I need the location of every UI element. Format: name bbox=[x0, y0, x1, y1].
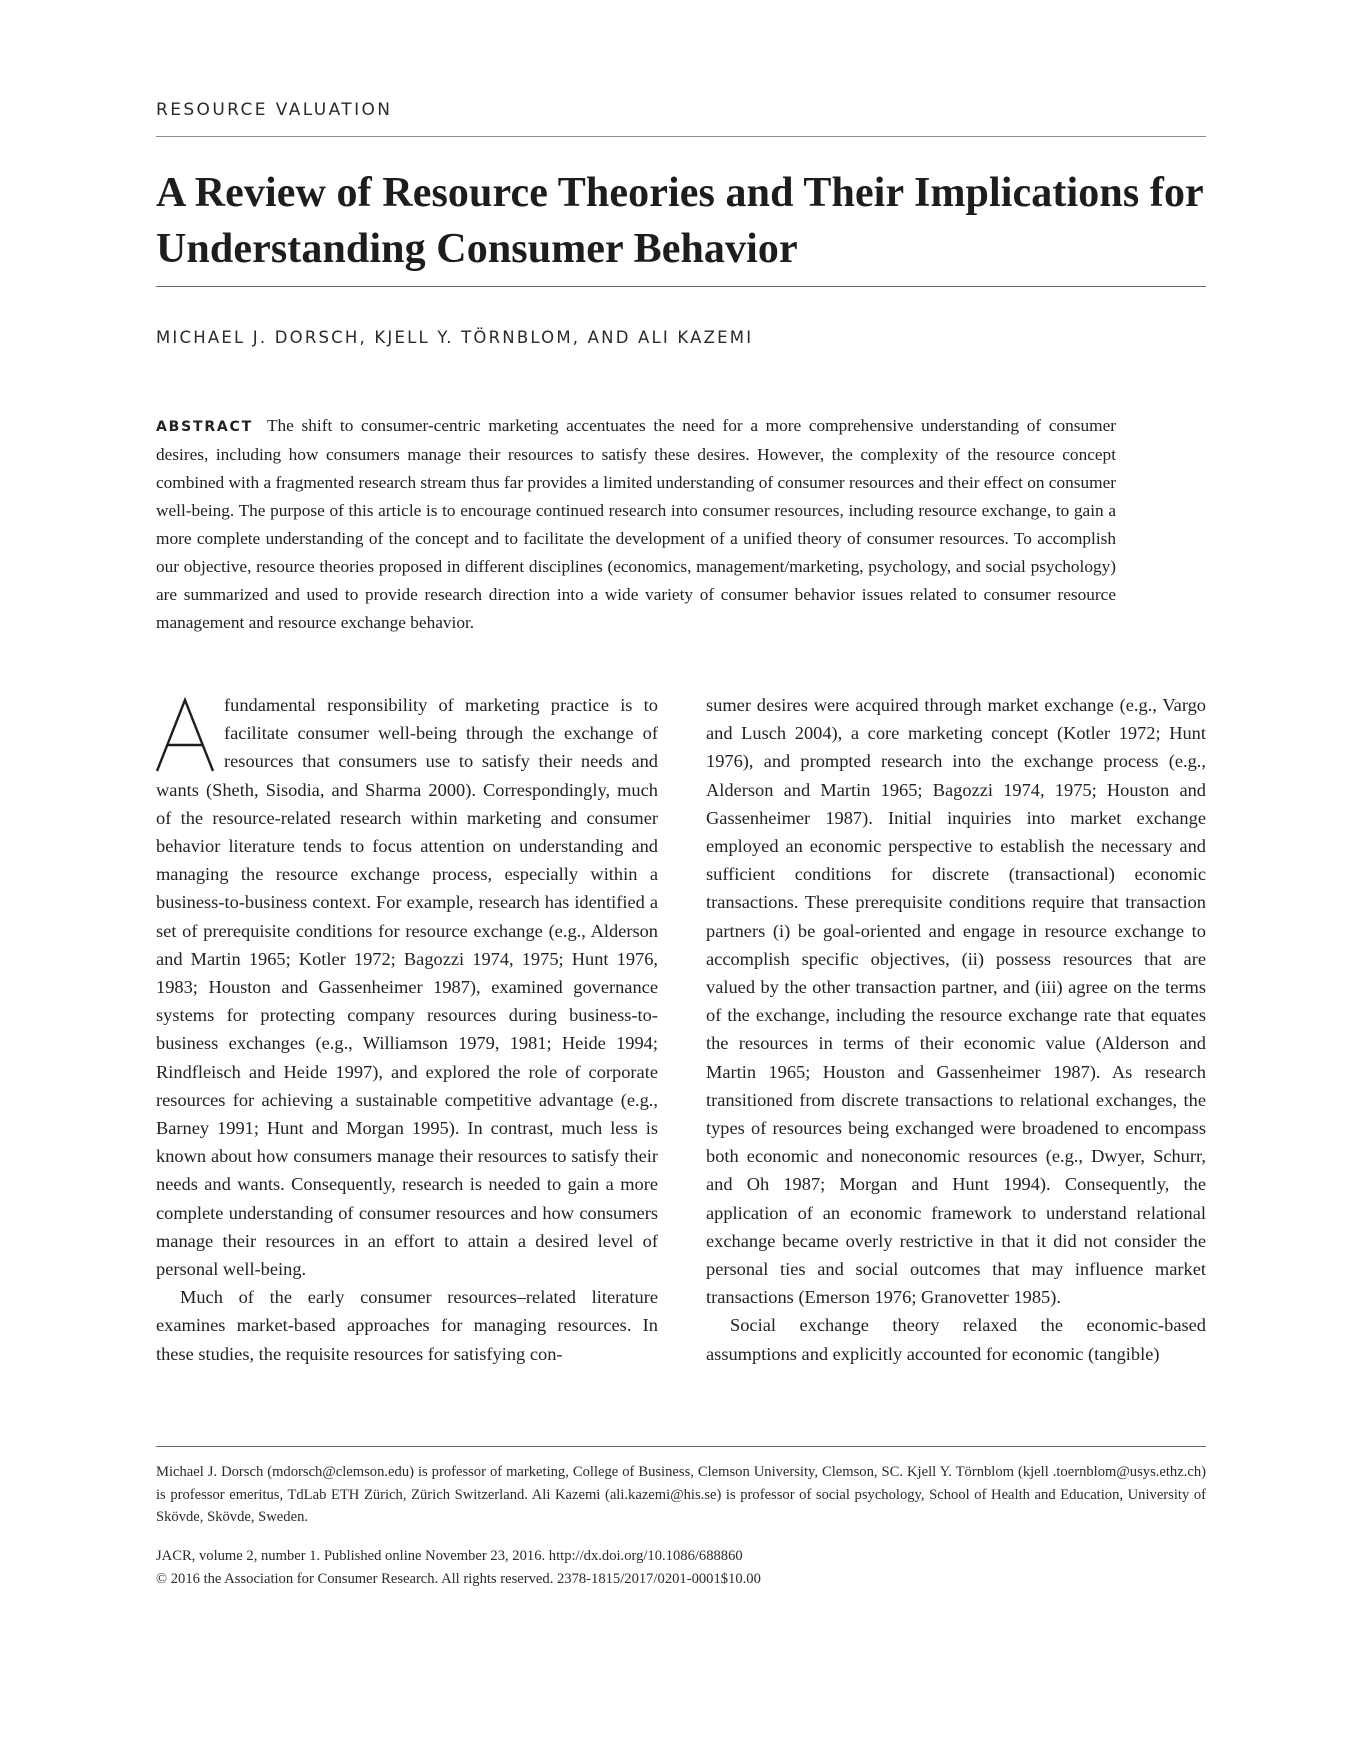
footnote-rule bbox=[156, 1446, 1206, 1447]
body-column-right bbox=[706, 691, 1206, 1368]
abstract-label: ABSTRACT bbox=[156, 419, 253, 435]
article-title: A Review of Resource Theories and Their Implications for Understanding Consumer Behavior bbox=[156, 170, 1204, 272]
header-rule bbox=[156, 136, 1206, 137]
abstract bbox=[156, 412, 1116, 637]
body-column-left bbox=[156, 691, 658, 1368]
drop-cap-a-glyph bbox=[154, 697, 216, 773]
section-label: RESOURCE VALUATION bbox=[156, 100, 393, 120]
paragraph-text: fundamental responsibility of marketing practice is to facilitate consumer well-being through the exchange of resources that consumers use to satisfy their needs and wants (Sheth, Sisodia, and Sharma 2000). Correspondingly, much of the resource-related research within marketing and consumer behavior literature tends to focus attention on understanding and managing the resource exchange process, especially within a business-to-business context. For example, research has identified a set of prerequisite conditions for resource exchange (e.g., Alderson and Martin 1965; Kotler 1972; Bagozzi 1974, 1975; Hunt 1976, 1983; Houston and Gassenheimer 1987), examined governance systems for protecting company resources during business-to-business exchanges (e.g., Williamson 1979, 1981; Heide 1994; Rindfleisch and Heide 1997), and explored the role of corporate resources for achieving a sustainable competitive advantage (e.g., Barney 1991; Hunt and Morgan 1995). In contrast, much less is known about how consumers manage their resources to satisfy their needs and wants. Consequently, research is needed to gain a more complete understanding of consumer resources and how consumers manage their resources in an effort to attain a desired level of personal well-being. bbox=[156, 695, 658, 1280]
body-paragraph: Social exchange theory relaxed the economic-based assumptions and explicitly accounted for economic (tangible) bbox=[706, 1315, 1206, 1364]
body-paragraph: sumer desires were acquired through market exchange (e.g., Vargo and Lusch 2004), a core marketing concept (Kotler 1972; Hunt 1976), and prompted research into the exchange process (e.g., Alderson and Martin 1965; Bagozzi 1974, 1975; Houston and Gassenheimer 1987). Initial inquiries into market exchange employed an economic perspective to establish the necessary and sufficient conditions for discrete (transactional) economic transactions. These prerequisite conditions require that transaction partners (i) be goal-oriented and engage in resource exchange to accomplish specific objectives, (ii) possess resources that are valued by the other transaction partner, and (iii) agree on the terms of the exchange, including the resource exchange rate that equates the resources in terms of their economic value (Alderson and Martin 1965; Houston and Gassenheimer 1987). As research transitioned from discrete transactions to relational exchanges, the types of resources being exchanged were broadened to encompass both economic and noneconomic resources (e.g., Dwyer, Schurr, and Oh 1987; Morgan and Hunt 1994). Consequently, the application of an economic framework to understand relational exchange became overly restrictive in that it did not consider the personal ties and social outcomes that may influence market transactions (Emerson 1976; Granovetter 1985). bbox=[706, 695, 1206, 1308]
abstract-text: The shift to consumer-centric marketing accentuates the need for a more comprehensive understanding of consumer desires, including how consumers manage their resources to satisfy these desires. However, the complexity of the resource concept combined with a fragmented research stream thus far provides a limited understanding of consumer resources and their effect on consumer well-being. The purpose of this article is to encourage continued research into consumer resources, including resource exchange, to gain a more complete understanding of the concept and to facilitate the development of a unified theory of consumer resources. To accomplish our objective, resource theories proposed in different disciplines (economics, management/marketing, psychology, and social psychology) are summarized and used to provide research direction into a wide variety of consumer behavior issues related to consumer resource management and resource exchange behavior. bbox=[156, 416, 1116, 632]
author-list: MICHAEL J. DORSCH, KJELL Y. TÖRNBLOM, AND ALI KAZEMI bbox=[156, 328, 754, 347]
author-affiliation-note: Michael J. Dorsch (mdorsch@clemson.edu) is professor of marketing, College of Business, Clemson University, Clemson, SC. Kjell Y. Törnblom (kjell .toernblom@usys.ethz.ch) is professor emeritus, TdLab ETH Zürich, Zürich Switzerland. Ali Kazemi (ali.kazemi@his.se) is professor of social psychology, School of Health and Education, University of Skövde, Skövde, Sweden. bbox=[156, 1464, 1206, 1525]
drop-cap bbox=[154, 697, 216, 773]
publication-info bbox=[156, 1545, 1206, 1591]
body-paragraph bbox=[156, 691, 658, 1283]
copyright-line: © 2016 the Association for Consumer Research. All rights reserved. 2378-1815/2017/0201-0001$10.00 bbox=[156, 1571, 761, 1587]
publication-line: JACR, volume 2, number 1. Published online November 23, 2016. http://dx.doi.org/10.1086/688860 bbox=[156, 1548, 743, 1564]
title-rule bbox=[156, 286, 1206, 287]
body-paragraph: Much of the early consumer resources–related literature examines market-based approaches for managing resources. In these studies, the requisite resources for satisfying con- bbox=[156, 1287, 658, 1364]
